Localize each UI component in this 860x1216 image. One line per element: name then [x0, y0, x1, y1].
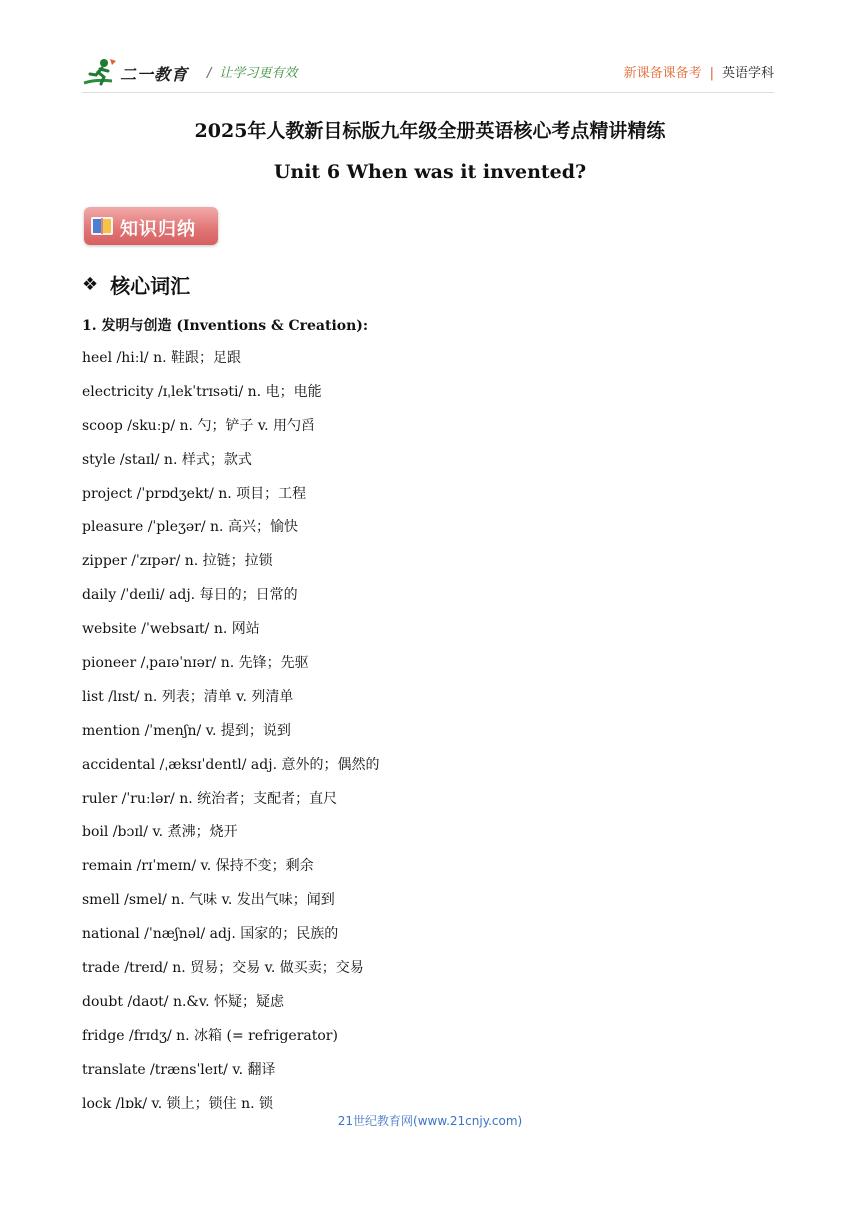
section-heading: [82, 270, 190, 299]
vocab-item: style /staɪl/ n. 样式；款式: [82, 451, 252, 468]
subsection-heading: 1. 发明与创造 (Inventions & Creation):: [82, 318, 369, 334]
header-divider: [82, 92, 774, 93]
header-separator: |: [709, 66, 714, 81]
vocab-item: pleasure /ˈpleʒər/ n. 高兴；愉快: [82, 519, 298, 536]
vocab-item: scoop /skuːp/ n. 勺；铲子 v. 用勺舀: [82, 417, 316, 434]
vocab-item: trade /treɪd/ n. 贸易；交易 v. 做买卖；交易: [82, 960, 364, 977]
site-logo[interactable]: [82, 56, 188, 90]
vocab-item: fridge /frɪdʒ/ n. 冰箱 (= refrigerator): [82, 1027, 338, 1044]
vocab-item: boil /bɔɪl/ v. 煮沸；烧开: [82, 824, 238, 841]
vocab-item: accidental /ˌæksɪˈdentl/ adj. 意外的；偶然的: [82, 756, 380, 773]
header-tagline: 新课备课备考: [623, 66, 702, 81]
vocab-item: doubt /daʊt/ n.&v. 怀疑；疑虑: [82, 993, 285, 1010]
header-slogan: [207, 62, 297, 81]
vocab-item: project /ˈprɒdʒekt/ n. 项目；工程: [82, 485, 307, 502]
header-subject: 英语学科: [721, 66, 774, 81]
slogan-text: 让学习更有效: [219, 66, 298, 81]
vocab-item: website /ˈwebsaɪt/ n. 网站: [82, 621, 260, 638]
vocab-item: list /lɪst/ n. 列表；清单 v. 列清单: [82, 688, 294, 705]
vocab-item: zipper /ˈzɪpər/ n. 拉链；拉锁: [82, 553, 273, 570]
slogan-slash: /: [207, 66, 212, 81]
vocab-item: remain /rɪˈmeɪn/ v. 保持不变；剩余: [82, 858, 314, 875]
vocabulary-list: [82, 348, 379, 1127]
section-heading-text: 核心词汇: [110, 274, 191, 298]
vocab-item: national /ˈnæʃnəl/ adj. 国家的；民族的: [82, 926, 339, 943]
page-title: 2025年人教新目标版九年级全册英语核心考点精讲精练: [194, 120, 666, 142]
badge-label: 知识归纳: [120, 219, 196, 240]
footer-link[interactable]: 21世纪教育网(www.21cnjy.com): [337, 1114, 523, 1128]
vocab-item: heel /hiːl/ n. 鞋跟；足跟: [82, 350, 242, 366]
vocab-item: pioneer /ˌpaɪəˈnɪər/ n. 先锋；先驱: [82, 655, 309, 672]
book-icon: [90, 214, 114, 238]
logo-text: 二一教育: [120, 64, 189, 84]
vocab-item: translate /trænsˈleɪt/ v. 翻译: [82, 1061, 276, 1078]
vocab-item: ruler /ˈruːlər/ n. 统治者；支配者；直尺: [82, 790, 338, 807]
page-header: [82, 56, 774, 90]
vocab-item: smell /smel/ n. 气味 v. 发出气味；闻到: [82, 892, 335, 909]
running-figure-logo-icon: [82, 57, 118, 89]
vocab-item: daily /ˈdeɪli/ adj. 每日的；日常的: [82, 587, 298, 604]
unit-title: Unit 6 When was it invented?: [273, 161, 587, 183]
vocab-item: mention /ˈmenʃn/ v. 提到；说到: [82, 722, 291, 739]
diamond-bullet-icon: ❖: [82, 274, 99, 295]
vocab-item: electricity /ɪˌlekˈtrɪsəti/ n. 电；电能: [82, 383, 322, 400]
header-right: [624, 62, 774, 81]
vocab-item: lock /lɒk/ v. 锁上；锁住 n. 锁: [82, 1095, 274, 1112]
knowledge-summary-badge: [84, 207, 218, 245]
